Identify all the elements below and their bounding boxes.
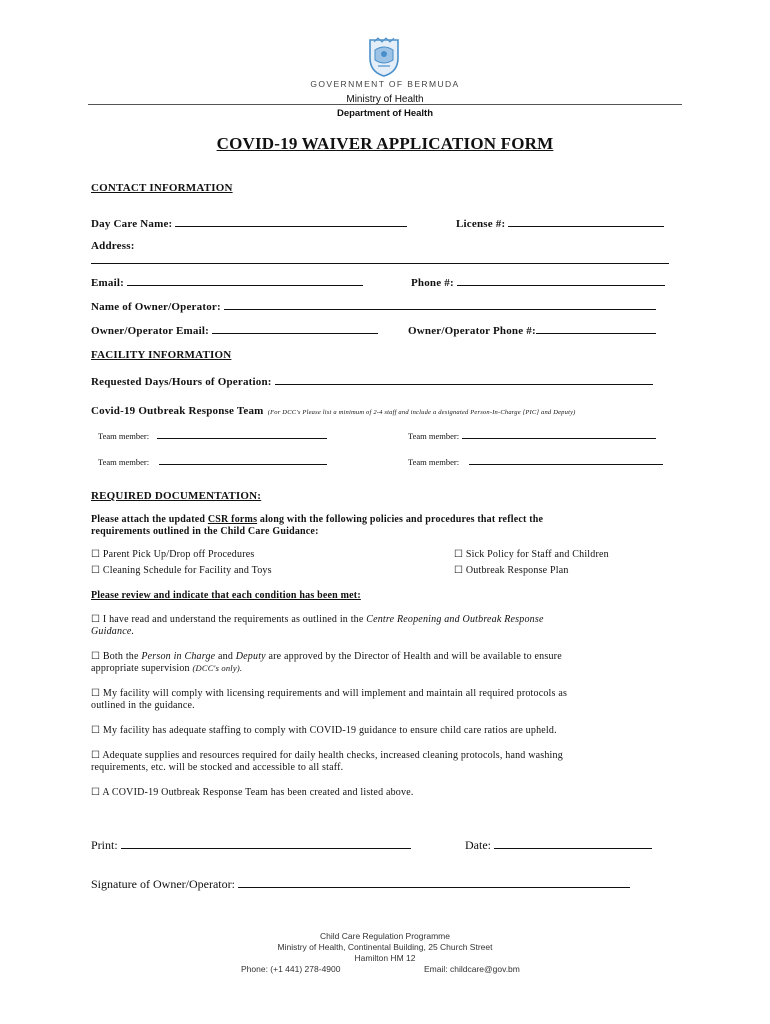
contact-heading: CONTACT INFORMATION <box>91 182 233 194</box>
owner-email-label: Owner/Operator Email: <box>91 325 209 337</box>
print-field[interactable] <box>91 837 411 853</box>
condition-6[interactable]: ☐ A COVID-19 Outbreak Response Team has been created and listed above. <box>91 787 414 798</box>
owner-name-line[interactable] <box>224 299 656 310</box>
team-member-label: Team member: <box>408 431 460 441</box>
required-docs-heading: REQUIRED DOCUMENTATION: <box>91 490 262 502</box>
team-member-label: Team member: <box>408 457 460 467</box>
doc-checkbox-sick-policy[interactable]: ☐ Sick Policy for Staff and Children <box>454 549 609 560</box>
condition-5-line2: requirements, etc. will be stocked and accessible to all staff. <box>91 762 344 773</box>
owner-phone-label: Owner/Operator Phone #: <box>408 325 536 337</box>
signature-field[interactable] <box>91 876 630 892</box>
instruction-text: Please attach the updated <box>91 514 208 525</box>
footer-email[interactable]: Email: childcare@gov.bm <box>424 964 520 974</box>
bermuda-crest-logo <box>366 36 402 78</box>
condition-1-line2: Guidance. <box>91 626 135 637</box>
print-label: Print: <box>91 838 118 852</box>
phone-label: Phone #: <box>411 277 454 289</box>
team-member-4[interactable] <box>408 454 663 467</box>
team-member-line[interactable] <box>157 428 327 439</box>
address-line[interactable] <box>91 263 669 264</box>
condition-2[interactable] <box>91 651 562 662</box>
condition-4[interactable]: ☐ My facility has adequate staffing to comply with COVID-19 guidance to ensure child care ratios are upheld. <box>91 725 557 736</box>
team-member-label: Team member: <box>98 431 150 441</box>
footer-address: Ministry of Health, Continental Building, 25 Church Street <box>277 942 493 952</box>
team-member-line[interactable] <box>462 428 656 439</box>
footer-city: Hamilton HM 12 <box>354 953 416 963</box>
date-field[interactable] <box>465 837 652 853</box>
owner-name-field[interactable] <box>91 299 656 313</box>
page-title: COVID-19 WAIVER APPLICATION FORM <box>216 134 554 153</box>
condition-2-text-e: are approved by the Director of Health and will be available to ensure <box>265 651 562 662</box>
owner-email-field[interactable] <box>91 323 378 337</box>
email-field[interactable] <box>91 275 363 289</box>
team-member-3[interactable] <box>98 454 327 467</box>
condition-2-pic: Person in Charge <box>141 651 216 662</box>
required-docs-instruction <box>91 514 543 525</box>
required-docs-instruction-line2: requirements outlined in the Child Care Guidance: <box>91 526 319 537</box>
license-line[interactable] <box>508 216 664 227</box>
day-care-name-field[interactable] <box>91 216 407 230</box>
team-member-label: Team member: <box>98 457 150 467</box>
owner-phone-field[interactable] <box>408 323 656 337</box>
team-member-line[interactable] <box>159 454 327 465</box>
owner-name-label: Name of Owner/Operator: <box>91 301 221 313</box>
condition-2-dcc-note: (DCC's only). <box>192 663 243 673</box>
license-field[interactable] <box>456 216 664 230</box>
condition-3[interactable]: ☐ My facility will comply with licensing requirements and will implement and maintain all required protocols as <box>91 688 568 699</box>
email-line[interactable] <box>127 275 363 286</box>
condition-3-line2: outlined in the guidance. <box>91 700 195 711</box>
condition-2-text-c: and <box>215 651 236 662</box>
instruction-text-2: along with the following policies and procedures that reflect the <box>257 514 544 525</box>
doc-checkbox-cleaning[interactable]: ☐ Cleaning Schedule for Facility and Toys <box>91 565 272 576</box>
response-team-heading <box>91 401 576 419</box>
email-label: Email: <box>91 277 124 289</box>
facility-heading: FACILITY INFORMATION <box>91 349 232 361</box>
requested-days-line[interactable] <box>275 374 653 385</box>
response-team-note: (For DCC's Please list a minimum of 2-4 staff and include a designated Person-In-Charge [PIC] and Deputy) <box>267 409 576 416</box>
print-line[interactable] <box>121 837 411 849</box>
date-label: Date: <box>465 838 491 852</box>
footer-programme: Child Care Regulation Programme <box>320 931 450 941</box>
team-member-1[interactable] <box>98 428 327 441</box>
team-member-2[interactable] <box>408 428 656 441</box>
day-care-name-label: Day Care Name: <box>91 218 173 230</box>
condition-2-text-a: ☐ Both the <box>91 651 142 662</box>
condition-2-line2 <box>91 663 242 674</box>
signature-line[interactable] <box>238 876 630 888</box>
requested-days-field[interactable] <box>91 374 653 388</box>
condition-1-text: ☐ I have read and understand the requirements as outlined in the <box>91 614 367 625</box>
department-name: Department of Health <box>336 108 434 119</box>
csr-forms-link[interactable]: CSR forms <box>207 514 258 525</box>
condition-1-guidance: Centre Reopening and Outbreak Response <box>366 614 544 625</box>
requested-days-label: Requested Days/Hours of Operation: <box>91 376 272 388</box>
date-line[interactable] <box>494 837 652 849</box>
footer-phone: Phone: (+1 441) 278-4900 <box>241 964 341 974</box>
doc-checkbox-outbreak-plan[interactable]: ☐ Outbreak Response Plan <box>454 565 569 576</box>
license-label: License #: <box>456 218 506 230</box>
day-care-name-line[interactable] <box>175 216 407 227</box>
address-label: Address: <box>91 240 135 252</box>
phone-field[interactable] <box>411 275 665 289</box>
response-team-label: Covid-19 Outbreak Response Team <box>91 405 264 417</box>
ministry-name: Ministry of Health <box>346 94 424 105</box>
condition-2-line2-text: appropriate supervision <box>91 663 193 674</box>
owner-email-line[interactable] <box>212 323 378 334</box>
team-member-line[interactable] <box>469 454 663 465</box>
signature-label: Signature of Owner/Operator: <box>91 877 235 891</box>
condition-2-deputy: Deputy <box>235 651 266 662</box>
doc-checkbox-pickup[interactable]: ☐ Parent Pick Up/Drop off Procedures <box>91 549 255 560</box>
phone-line[interactable] <box>457 275 665 286</box>
conditions-heading: Please review and indicate that each condition has been met: <box>91 590 361 601</box>
owner-phone-line[interactable] <box>536 323 656 334</box>
condition-5[interactable]: ☐ Adequate supplies and resources required for daily health checks, increased cleaning protocols, hand washing <box>91 750 563 761</box>
government-name: GOVERNMENT OF BERMUDA <box>310 79 460 89</box>
condition-1[interactable] <box>91 614 544 625</box>
